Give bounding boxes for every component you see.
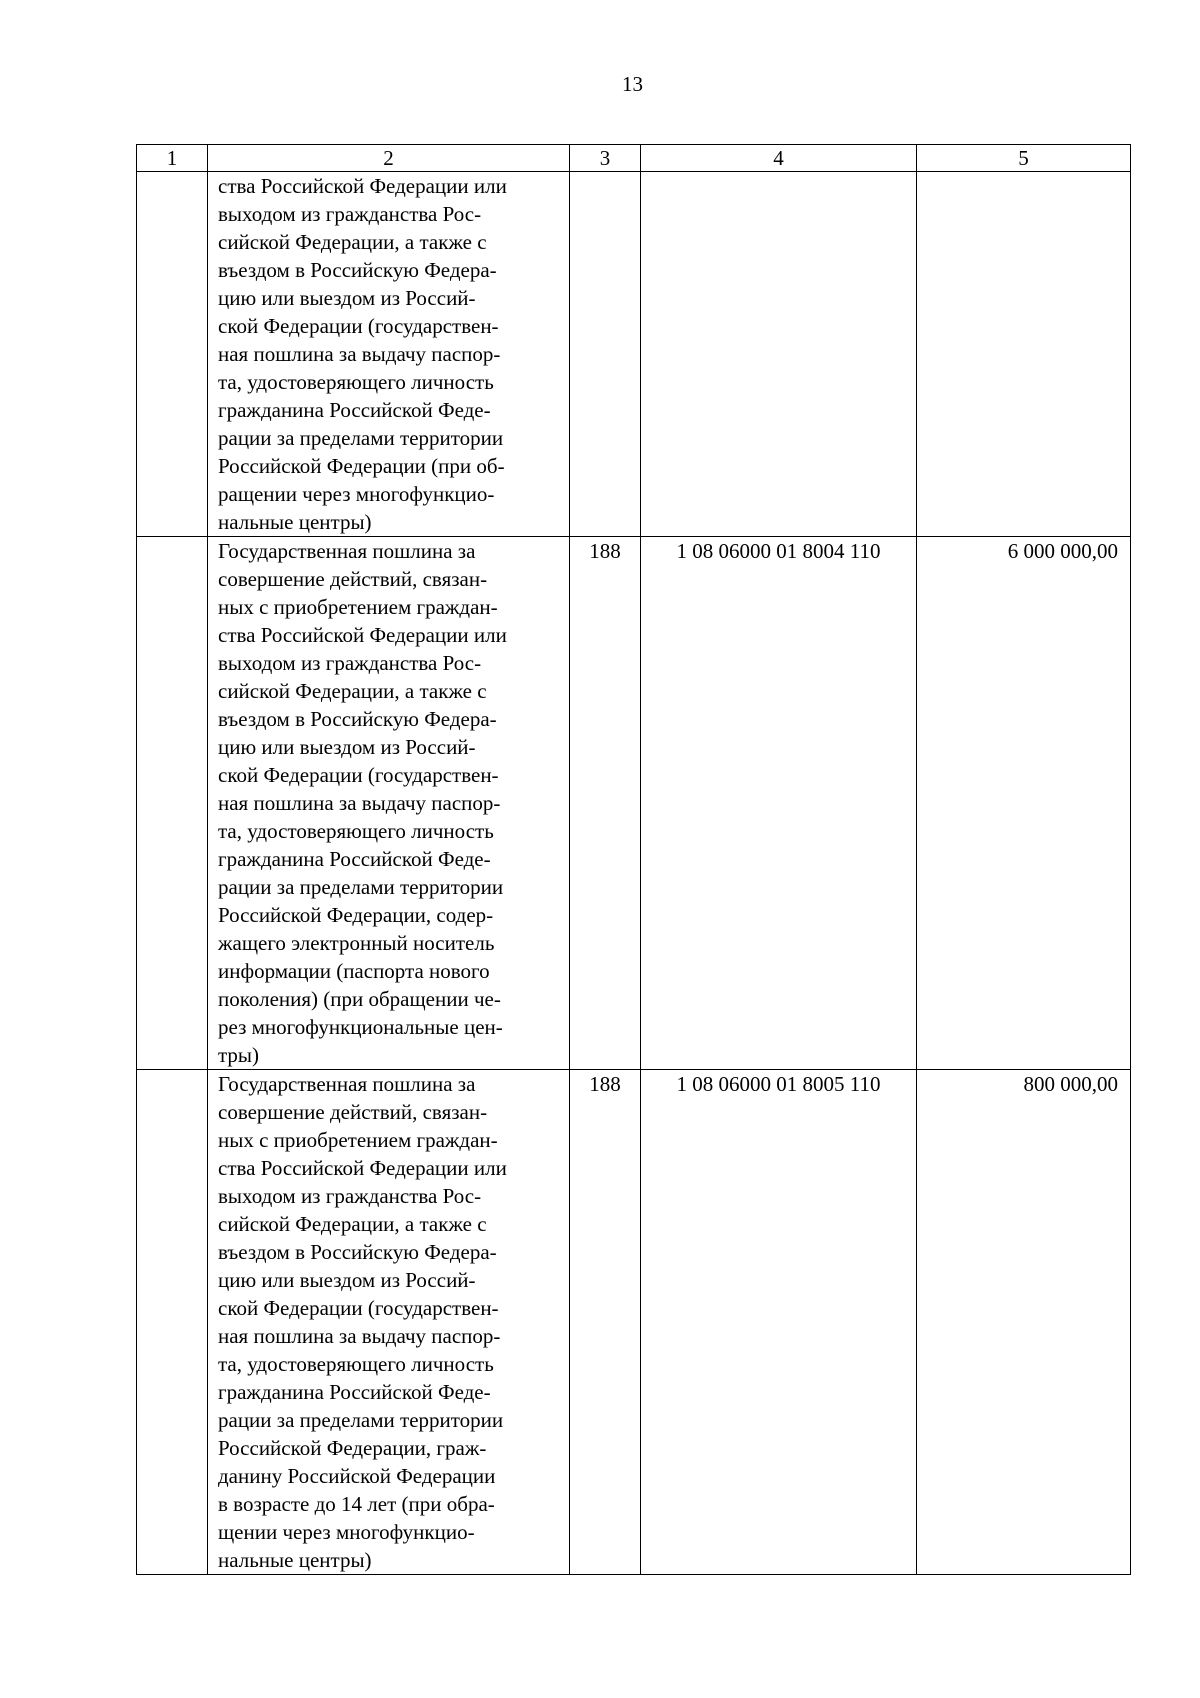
kbk-code-cell [641, 172, 917, 537]
row-number-cell [137, 537, 208, 1070]
header-cell-3: 3 [570, 145, 641, 172]
description-cell: Государственная пошлина за совершение действий, связан- ных с приобретением граждан- ства Российской Федерации или выходом из гражданства Рос- сийской Федерации, а также с въездом в Российскую Федера- цию или выездом из Россий- ской Федерации (государствен- ная пошлина за выдачу паспор- та, удостоверяющего личность гражданина Российской Феде- рации за пределами территории Российской Федерации, содер- жащего электронный носитель информации (паспорта нового поколения) (при обращении че- рез многофункциональные цен- тры) [208, 537, 570, 1070]
amount-cell [917, 172, 1131, 537]
page-number: 13 [622, 72, 643, 96]
admin-code-cell: 188 [570, 1070, 641, 1575]
table-header-row [137, 145, 1131, 172]
header-cell-5: 5 [917, 145, 1131, 172]
description-cell: ства Российской Федерации или выходом из гражданства Рос- сийской Федерации, а также с въездом в Российскую Федера- цию или выездом из Россий- ской Федерации (государствен- ная пошлина за выдачу паспор- та, удостоверяющего личность гражданина Российской Феде- рации за пределами территории Российской Федерации (при об- ращении через многофункцио- нальные центры) [208, 172, 570, 537]
header-cell-4: 4 [641, 145, 917, 172]
amount-cell: 6 000 000,00 [917, 537, 1131, 1070]
table-row [137, 172, 1131, 537]
amount-cell: 800 000,00 [917, 1070, 1131, 1575]
admin-code-cell [570, 172, 641, 537]
kbk-code-cell: 1 08 06000 01 8004 110 [641, 537, 917, 1070]
revenue-table [136, 144, 1131, 1575]
row-number-cell [137, 172, 208, 537]
header-cell-1: 1 [137, 145, 208, 172]
row-number-cell [137, 1070, 208, 1575]
table-row [137, 1070, 1131, 1575]
description-cell: Государственная пошлина за совершение действий, связан- ных с приобретением граждан- ства Российской Федерации или выходом из гражданства Рос- сийской Федерации, а также с въездом в Российскую Федера- цию или выездом из Россий- ской Федерации (государствен- ная пошлина за выдачу паспор- та, удостоверяющего личность гражданина Российской Феде- рации за пределами территории Российской Федерации, граж- данину Российской Федерации в возрасте до 14 лет (при обра- щении через многофункцио- нальные центры) [208, 1070, 570, 1575]
table-row [137, 537, 1131, 1070]
header-cell-2: 2 [208, 145, 570, 172]
admin-code-cell: 188 [570, 537, 641, 1070]
kbk-code-cell: 1 08 06000 01 8005 110 [641, 1070, 917, 1575]
